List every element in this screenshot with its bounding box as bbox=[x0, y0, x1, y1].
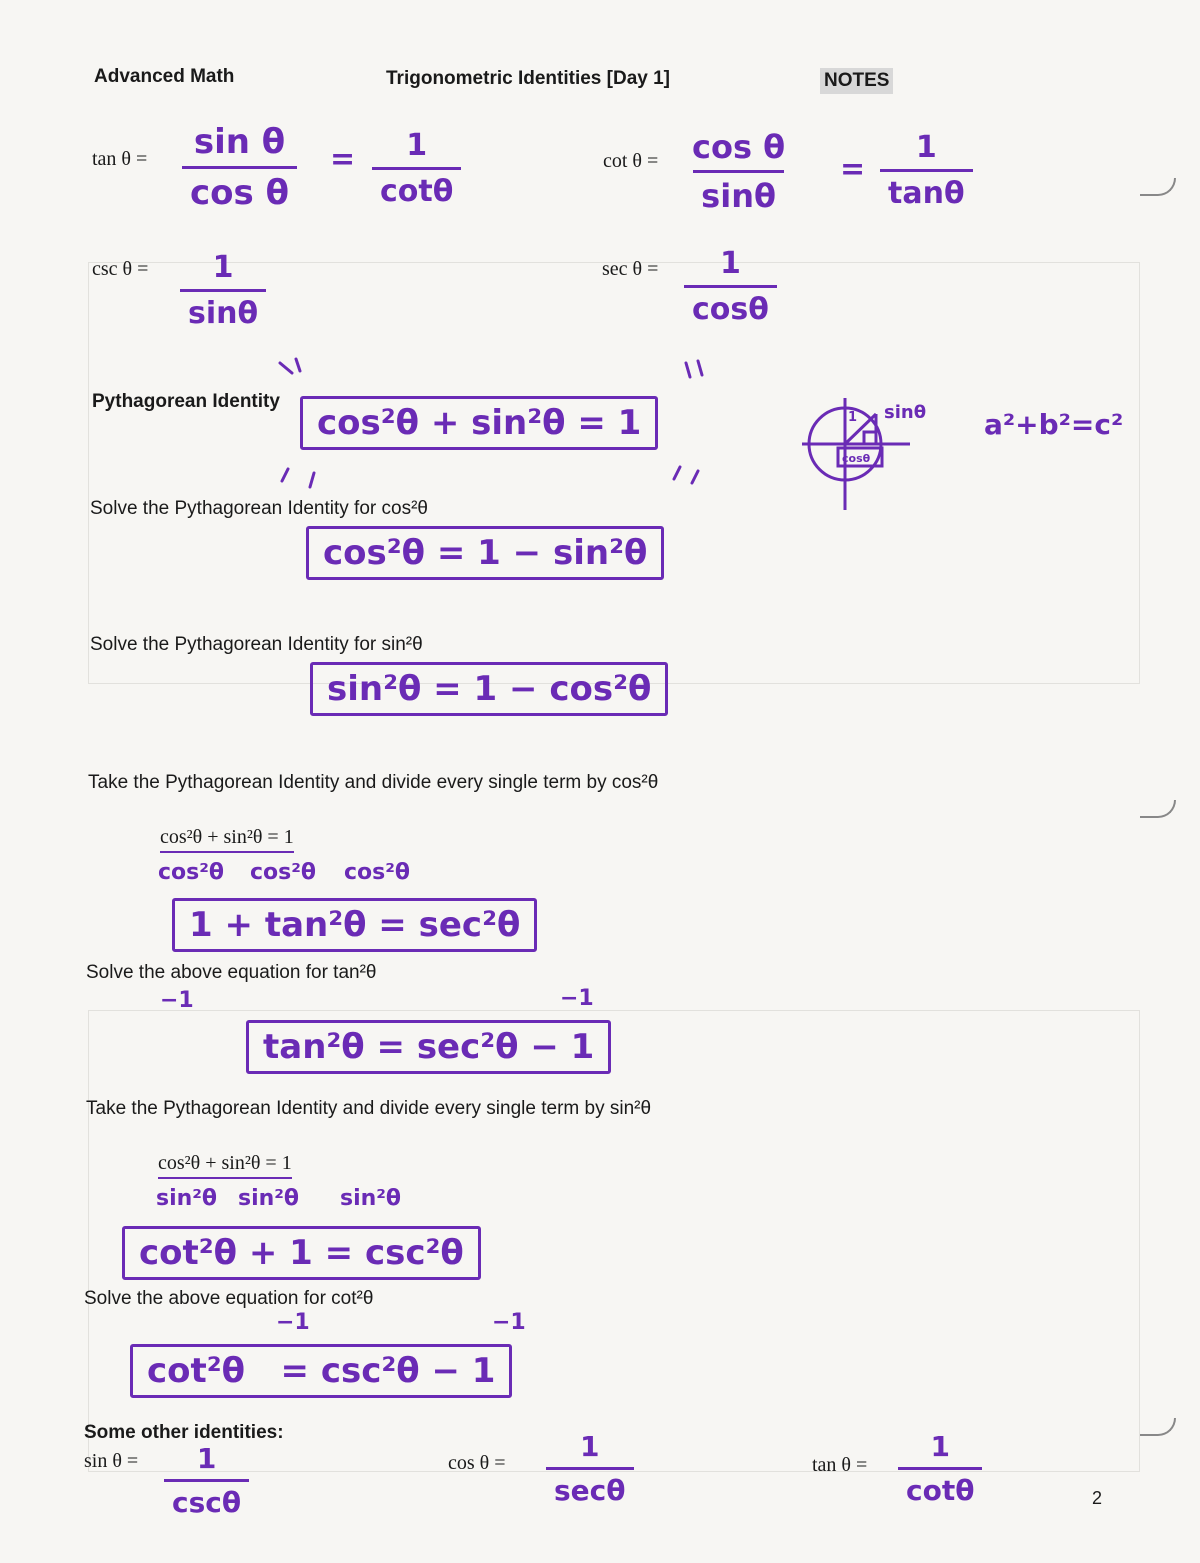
other-sin-fraction bbox=[164, 1442, 249, 1519]
cot-fraction bbox=[684, 128, 793, 215]
cot-alt-denominator: tanθ bbox=[880, 169, 973, 211]
other-sin-denominator: cscθ bbox=[164, 1479, 249, 1519]
unit-circle-cos-label: cosθ bbox=[842, 452, 871, 465]
solve-sin-answer: sin²θ = 1 − cos²θ bbox=[310, 662, 668, 716]
solve-cot-answer: cot²θ = csc²θ − 1 bbox=[130, 1344, 512, 1398]
tan-denominator: cos θ bbox=[182, 166, 297, 213]
tan-numerator: sin θ bbox=[193, 122, 286, 162]
unit-circle-sketch bbox=[800, 392, 950, 512]
other-sin-label: sin θ = bbox=[84, 1450, 139, 1472]
page-title: Trigonometric Identities [Day 1] bbox=[386, 68, 670, 89]
course-name: Advanced Math bbox=[94, 66, 235, 87]
other-cos-denominator: secθ bbox=[546, 1467, 634, 1507]
csc-denominator: sinθ bbox=[180, 289, 266, 331]
divide-sin-prompt: Take the Pythagorean Identity and divide every single term by sin²θ bbox=[86, 1098, 652, 1119]
divide-sin-equation: cos²θ + sin²θ = 1 bbox=[158, 1152, 292, 1179]
cot-alt-fraction bbox=[880, 130, 973, 211]
csc-numerator: 1 bbox=[212, 250, 234, 285]
solve-cos-prompt: Solve the Pythagorean Identity for cos²θ bbox=[90, 498, 428, 519]
cot-equals: = bbox=[840, 152, 866, 187]
pythagorean-label: Pythagorean Identity bbox=[92, 391, 280, 412]
solve-tan-answer: tan²θ = sec²θ − 1 bbox=[246, 1020, 611, 1074]
other-cos-fraction bbox=[546, 1430, 634, 1507]
solve-tan-minus-right: −1 bbox=[560, 986, 594, 1011]
page-number: 2 bbox=[1092, 1488, 1103, 1508]
cot-label: cot θ = bbox=[603, 150, 659, 172]
hole-mark-top bbox=[1140, 178, 1176, 196]
solve-sin-prompt: Solve the Pythagorean Identity for sin²θ bbox=[90, 634, 423, 655]
sec-numerator: 1 bbox=[720, 246, 741, 281]
divide-cos-denominator-2: cos²θ bbox=[250, 860, 316, 885]
divide-cos-denominator-1: cos²θ bbox=[158, 860, 224, 885]
other-cos-numerator: 1 bbox=[580, 1430, 600, 1463]
tan-equals: = bbox=[330, 142, 356, 177]
divide-sin-denominator-2: sin²θ bbox=[238, 1186, 300, 1211]
divide-cos-result: 1 + tan²θ = sec²θ bbox=[172, 898, 537, 952]
other-tan-fraction bbox=[898, 1430, 982, 1507]
csc-label: csc θ = bbox=[92, 258, 149, 280]
pythagorean-identity: cos²θ + sin²θ = 1 bbox=[300, 396, 658, 450]
abc-formula: a²+b²=c² bbox=[984, 408, 1124, 441]
tan-alt-denominator: cotθ bbox=[372, 167, 461, 209]
divide-cos-denominator-3: cos²θ bbox=[344, 860, 410, 885]
csc-fraction bbox=[180, 250, 266, 331]
sec-label: sec θ = bbox=[602, 258, 659, 280]
solve-cot-prompt: Solve the above equation for cot²θ bbox=[84, 1288, 374, 1309]
tan-alt-numerator: 1 bbox=[406, 128, 428, 163]
other-cos-label: cos θ = bbox=[448, 1452, 506, 1474]
other-tan-denominator: cotθ bbox=[898, 1467, 982, 1507]
other-sin-numerator: 1 bbox=[196, 1442, 217, 1475]
other-identities-label: Some other identities: bbox=[84, 1422, 284, 1443]
divide-sin-denominator-1: sin²θ bbox=[156, 1186, 218, 1211]
other-tan-numerator: 1 bbox=[930, 1430, 950, 1463]
divide-cos-prompt: Take the Pythagorean Identity and divide every single term by cos²θ bbox=[88, 772, 659, 793]
solve-cos-answer: cos²θ = 1 − sin²θ bbox=[306, 526, 664, 580]
hole-mark-bottom bbox=[1140, 1418, 1176, 1436]
sec-denominator: cosθ bbox=[684, 285, 777, 327]
solve-tan-minus-left: −1 bbox=[160, 988, 194, 1013]
divide-sin-denominator-3: sin²θ bbox=[340, 1186, 402, 1211]
notes-tag: NOTES bbox=[820, 68, 893, 94]
unit-circle-sin-label: sinθ bbox=[884, 402, 927, 423]
other-tan-label: tan θ = bbox=[812, 1454, 868, 1476]
unit-circle-hyp-label: 1 bbox=[848, 410, 858, 425]
cot-numerator: cos θ bbox=[692, 128, 786, 166]
divide-sin-result: cot²θ + 1 = csc²θ bbox=[122, 1226, 481, 1280]
tan-fraction bbox=[182, 122, 297, 213]
divide-cos-equation: cos²θ + sin²θ = 1 bbox=[160, 826, 294, 853]
hole-mark-middle bbox=[1140, 800, 1176, 818]
cot-alt-numerator: 1 bbox=[915, 130, 937, 165]
sec-fraction bbox=[684, 246, 777, 327]
solve-cot-minus-left: −1 bbox=[276, 1310, 310, 1335]
tan-alt-fraction bbox=[372, 128, 461, 209]
solve-cot-minus-right: −1 bbox=[492, 1310, 526, 1335]
cot-denominator: sinθ bbox=[693, 170, 784, 215]
solve-tan-prompt: Solve the above equation for tan²θ bbox=[86, 962, 377, 983]
tan-label: tan θ = bbox=[92, 148, 148, 170]
